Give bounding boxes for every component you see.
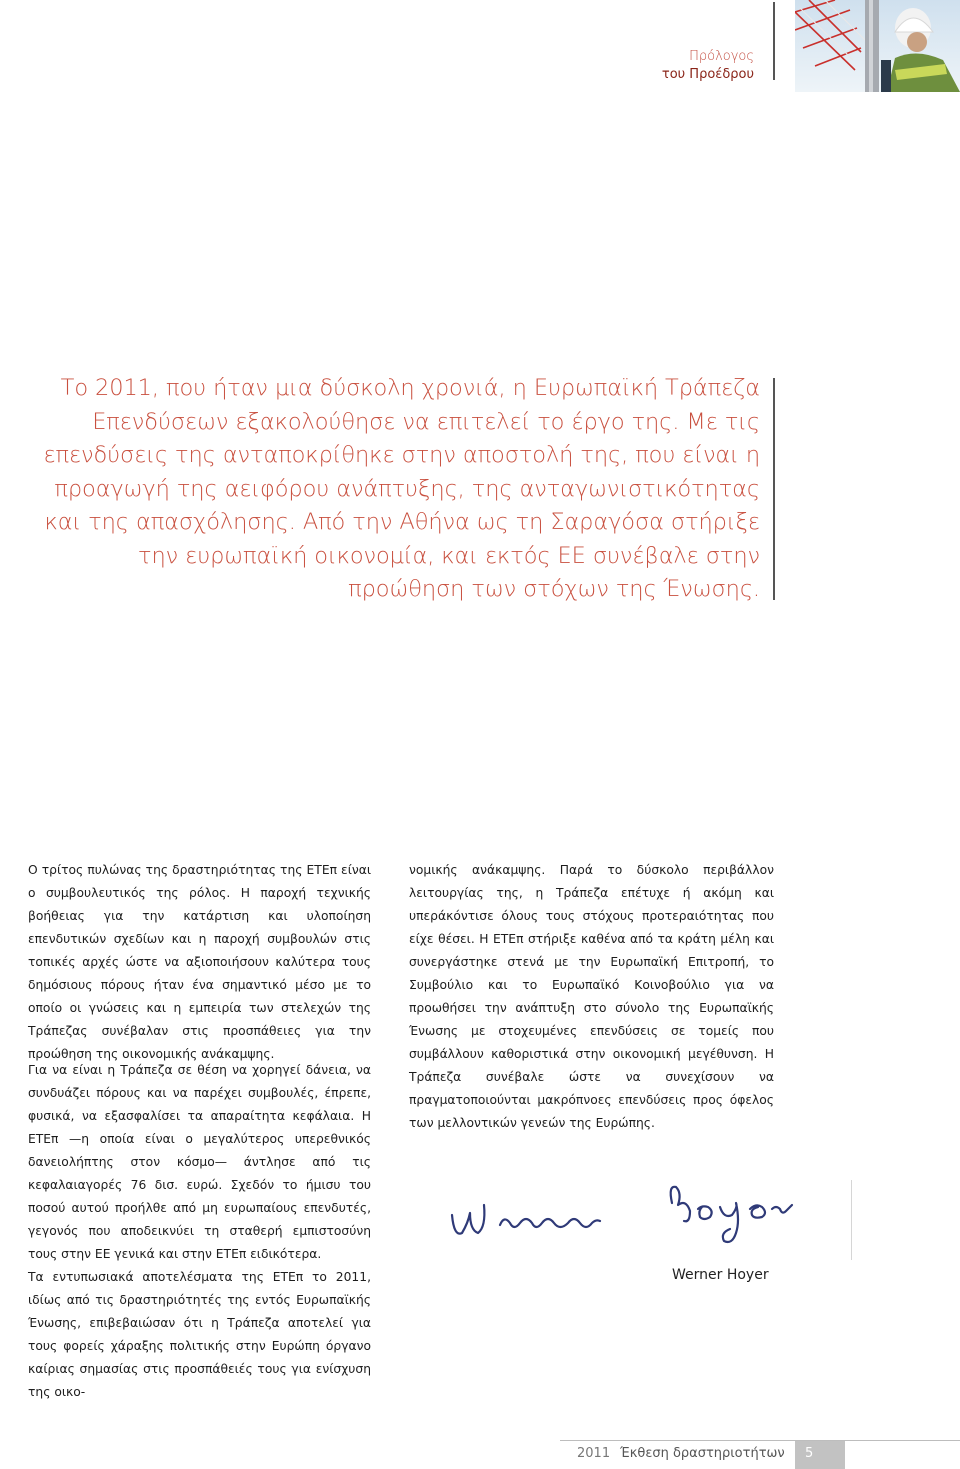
quote-divider [773, 378, 775, 600]
body-paragraph: Τα εντυπωσιακά αποτελέσματα της ΕΤΕπ το 2011, ιδίως από τις δραστηριότητές της εντός Ευρωπαϊκής Ένωσης, επιβεβαιώσαν ότι η Τράπεζα αποτελεί για τους φορείς χάραξης πολιτικής στην Ευρώπη όργανο καίριας σημασίας στις προσπάθειές τους για ενίσχυση της οικο- [28, 1270, 371, 1399]
section-kicker: Πρόλογος [689, 49, 754, 64]
page-number-box [795, 1441, 845, 1469]
photo-illustration [795, 0, 960, 92]
footer-year: 2011 [577, 1446, 611, 1461]
signature-divider [851, 1180, 852, 1260]
body-paragraph: Ο τρίτος πυλώνας της δραστηριότητας της ΕΤΕπ είναι ο συμβουλευτικός της ρόλος. Η παροχή τεχνικής βοήθειας για την κατάρτιση και υλοποίηση επενδυτικών σχεδίων και η παροχή συμβουλών στις τοπικές αρχές ώστε να αξιοποιήσουν καλύτερα τους δημόσιους πόρους ήταν ένα σημαντικό μέσο με το οποίο οι γνώσεις και η εμπειρία των στελεχών της Τράπεζας συνέβαλαν στις προσπάθειες για την προώθηση της οικονομικής ανάκαμψης. [28, 863, 371, 1061]
signatory-name: Werner Hoyer [672, 1267, 769, 1283]
body-paragraph: Για να είναι η Τράπεζα σε θέση να χορηγεί δάνεια, να συνδυάζει πόρους και να παρέχει συμβουλές, έπρεπε, φυσικά, να εξασφαλίσει τα απαραίτητα κεφάλαια. Η ΕΤΕπ —η οποία είναι ο μεγαλύτερος υπερεθνικός δανειολήπτης στον κόσμο— άντλησε από τις κεφαλαιαγορές 76 δισ. ευρώ. Σχεδόν το ήμισυ του ποσού αυτού προήλθε από μη ευρωπαίους επενδυτές, γεγονός που αποδεικνύει τη σταθερή εμπιστοσύνη τους στην ΕΕ γενικά και στην ΕΤΕπ ειδικότερα. [28, 1063, 371, 1261]
body-paragraph: νομικής ανάκαμψης. Παρά το δύσκολο περιβάλλον λειτουργίας της, η Τράπεζα επέτυχε ή ακόμη και υπεράκόντισε όλους τους στόχους προτεραιότητας που είχε θέσει. Η ΕΤΕπ στήριξε καθένα από τα κράτη μέλη και συνεργάστηκε στενά με την Ευρωπαϊκή Επιτροπή, το Συμβούλιο και το Ευρωπαϊκό Κοινοβούλιο για να προωθήσει την ανάπτυξη στο σύνολο της Ευρωπαϊκής Ένωσης με στοχευμένες επενδύσεις σε τομείς που συμβάλλουν καθοριστικά στην οικονομική μεγέθυνση. Η Τράπεζα συνέβαλε ώστε να συνεχίσουν να πραγματοποιούνται μακρόπνοες επενδύσεις προς όφελος των μελλοντικών γενεών της Ευρώπης. [409, 863, 774, 1130]
header-photo [795, 0, 960, 92]
section-title: του Προέδρου [661, 67, 754, 82]
pull-quote: Το 2011, που ήταν μια δύσκολη χρονιά, η Ευρωπαϊκή Τράπεζα Επενδύσεων εξακολούθησε να επιτελεί το έργο της. Με τις επενδύσεις της ανταποκρίθηκε στην αποστολή της, που είναι η προαγωγή της αειφόρου ανάπτυξης, της ανταγωνιστικότητας και της απασχόλησης. Από την Αθήνα ως τη Σαραγόσα στήριξε την ευρωπαϊκή οικονομία, και εκτός ΕΕ συνέβαλε στην προώθηση των στόχων της Ένωσης. [43, 375, 760, 602]
handwritten-signature [440, 1175, 860, 1265]
signature-drawing [440, 1175, 860, 1265]
footer-divider [560, 1440, 960, 1441]
page-number: 5 [805, 1446, 814, 1461]
footer-report-title: Έκθεση δραστηριοτήτων [620, 1446, 785, 1461]
header-divider [773, 2, 775, 80]
